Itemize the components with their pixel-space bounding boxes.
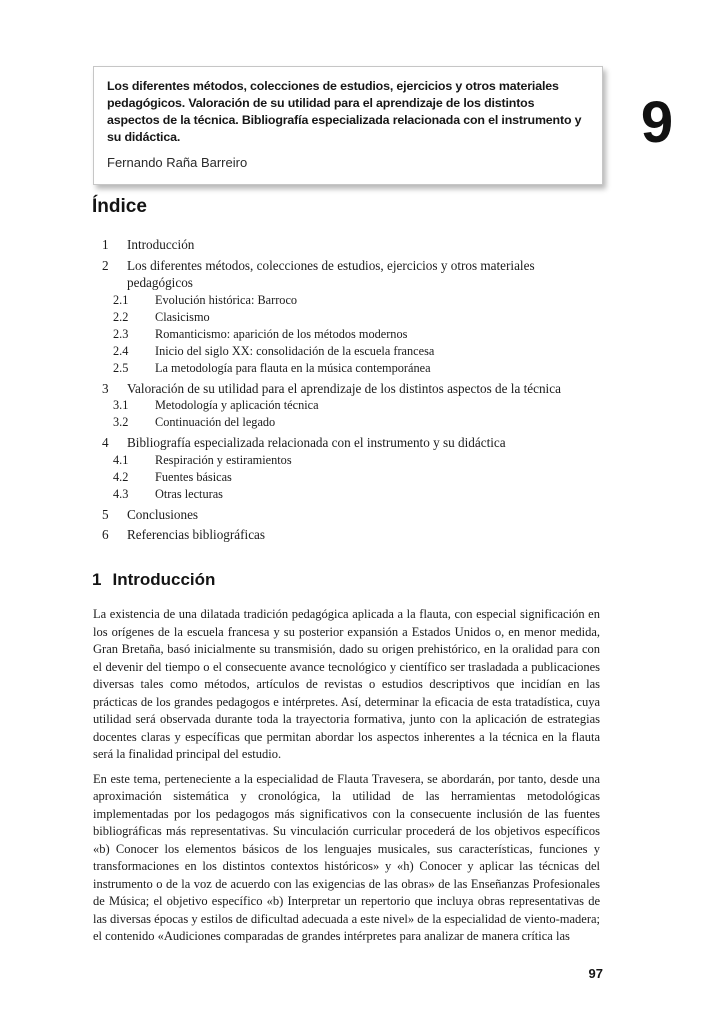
toc-item-label: Metodología y aplicación técnica [155, 398, 319, 412]
toc-item-label: Conclusiones [127, 506, 199, 522]
toc-heading: Índice [92, 196, 147, 217]
toc-item-label: Bibliografía especializada relacionada con el instrumento y su didáctica [127, 435, 506, 450]
toc-item-number: 2.2 [113, 309, 129, 324]
toc-item-number: 2.3 [113, 326, 129, 341]
toc-item-label: Introducción [127, 237, 195, 252]
toc-item [93, 452, 603, 469]
page-number: 97 [588, 966, 603, 981]
toc-list [93, 236, 603, 544]
chapter-number: 9 [640, 90, 674, 155]
toc-item-number: 3 [102, 380, 109, 396]
toc-item-label: La metodología para flauta en la música contemporánea [155, 360, 431, 375]
toc-item-number: 2.4 [113, 343, 129, 358]
toc-item [93, 397, 603, 414]
toc-item [93, 236, 603, 254]
toc-item-number: 2.1 [113, 292, 129, 307]
toc-item-label: Evolución histórica: Barroco [155, 292, 298, 307]
toc-item-label: Otras lecturas [155, 486, 223, 501]
toc-item-number: 4.2 [113, 469, 129, 484]
toc-item-number: 4.1 [113, 452, 129, 467]
toc-item [93, 380, 603, 398]
toc-item [93, 343, 603, 360]
toc-item-label: Fuentes básicas [155, 469, 232, 484]
toc-item-label: Respiración y estiramientos [155, 452, 292, 467]
toc-item-number: 1 [102, 237, 109, 252]
chapter-author: Fernando Raña Barreiro [107, 155, 248, 170]
toc-item [93, 309, 603, 326]
toc-item-label: Valoración de su utilidad para el aprendizaje de los distintos aspectos de la técnica [127, 380, 561, 396]
toc-item-number: 4 [102, 435, 109, 450]
section-heading [92, 569, 215, 590]
toc-item [93, 360, 603, 377]
chapter-title: Los diferentes métodos, colecciones de estudios, ejercicios y otros materiales pedagógicos. Valoración de su utilidad para el aprendizaje de los distintos aspectos de la técnica. Bibliografía especializada relacionada con el instrumento y su didáctica. [107, 79, 582, 144]
section-number: 1 [92, 570, 102, 589]
paragraph: En este tema, perteneciente a la especialidad de Flauta Travesera, se abordarán, por tanto, desde una aproximación sistemática y cronológica, la utilidad de las herramientas metodológicas implementadas por los pedagogos más significativos con la consecuente inclusión de las fuentes bibliográficas más representativas. Su vinculación curricular procederá de los objetivos específicos «b) Conocer los elementos básicos de los lenguajes musicales, sus características, funciones y transformaciones en los distintos contextos históricos» y «h) Conocer y aplicar las técnicas del instrumento o de la voz de acuerdo con las exigencias de las obras» de las Enseñanzas Profesionales de Música; el objetivo específico «b) Interpretar un repertorio que incluya obras representativas de las diversas épocas y estilos de dificultad adecuada a este nivel» de la especialidad de viento-madera; el contenido «Audiciones comparadas de grandes intérpretes para analizar de manera crítica las [93, 771, 600, 943]
section-title: Introducción [112, 570, 216, 589]
toc-item [93, 434, 603, 452]
chapter-title-box [93, 66, 603, 185]
toc-item-number: 6 [102, 527, 109, 542]
toc-item [93, 326, 603, 343]
body-text [93, 606, 600, 953]
toc-item [93, 292, 603, 309]
toc-item [93, 469, 603, 486]
toc-item-label: Continuación del legado [155, 415, 276, 429]
toc-item-label: Referencias bibliográficas [127, 527, 266, 542]
toc-item-label: Romanticismo: aparición de los métodos modernos [155, 326, 408, 341]
toc-item-number: 5 [102, 506, 109, 522]
toc-item [93, 414, 603, 431]
toc-item-label: Los diferentes métodos, colecciones de estudios, ejercicios y otros materiales pedagógicos [127, 257, 535, 290]
toc-item [93, 486, 603, 503]
toc-item-label: Inicio del siglo XX: consolidación de la escuela francesa [155, 343, 435, 358]
toc-item-number: 3.1 [113, 398, 129, 412]
toc-item-label: Clasicismo [155, 309, 210, 324]
toc-item-number: 2.5 [113, 360, 129, 375]
toc-item-number: 4.3 [113, 486, 129, 501]
toc-item [93, 526, 603, 544]
toc-item [93, 257, 603, 292]
paragraph: La existencia de una dilatada tradición pedagógica aplicada a la flauta, con especial significación en los orígenes de la escuela francesa y su posterior expansión a Estados Unidos o, en menor medida, Gran Bretaña, basó inicialmente su transmisión, dado su origen prehistórico, en la oralidad para con el devenir del tiempo o el consecuente avance tecnológico y científico ser trasladada a publicaciones diversas tales como métodos, artículos de revistas o estudios descriptivos que incidían en las prácticas de los grandes pedagogos e intérpretes. Así, determinar la eficacia de esta tratadística, cuya utilidad será observada durante toda la trayectoria formativa, junto con la aplicación de estrategias docentes claras y específicas que permitan abordar los aspectos inherentes a la técnica en la flauta será la finalidad principal del estudio. [93, 607, 600, 761]
toc-item [93, 506, 603, 524]
toc-item-number: 2 [102, 257, 109, 273]
toc-item-number: 3.2 [113, 415, 129, 429]
